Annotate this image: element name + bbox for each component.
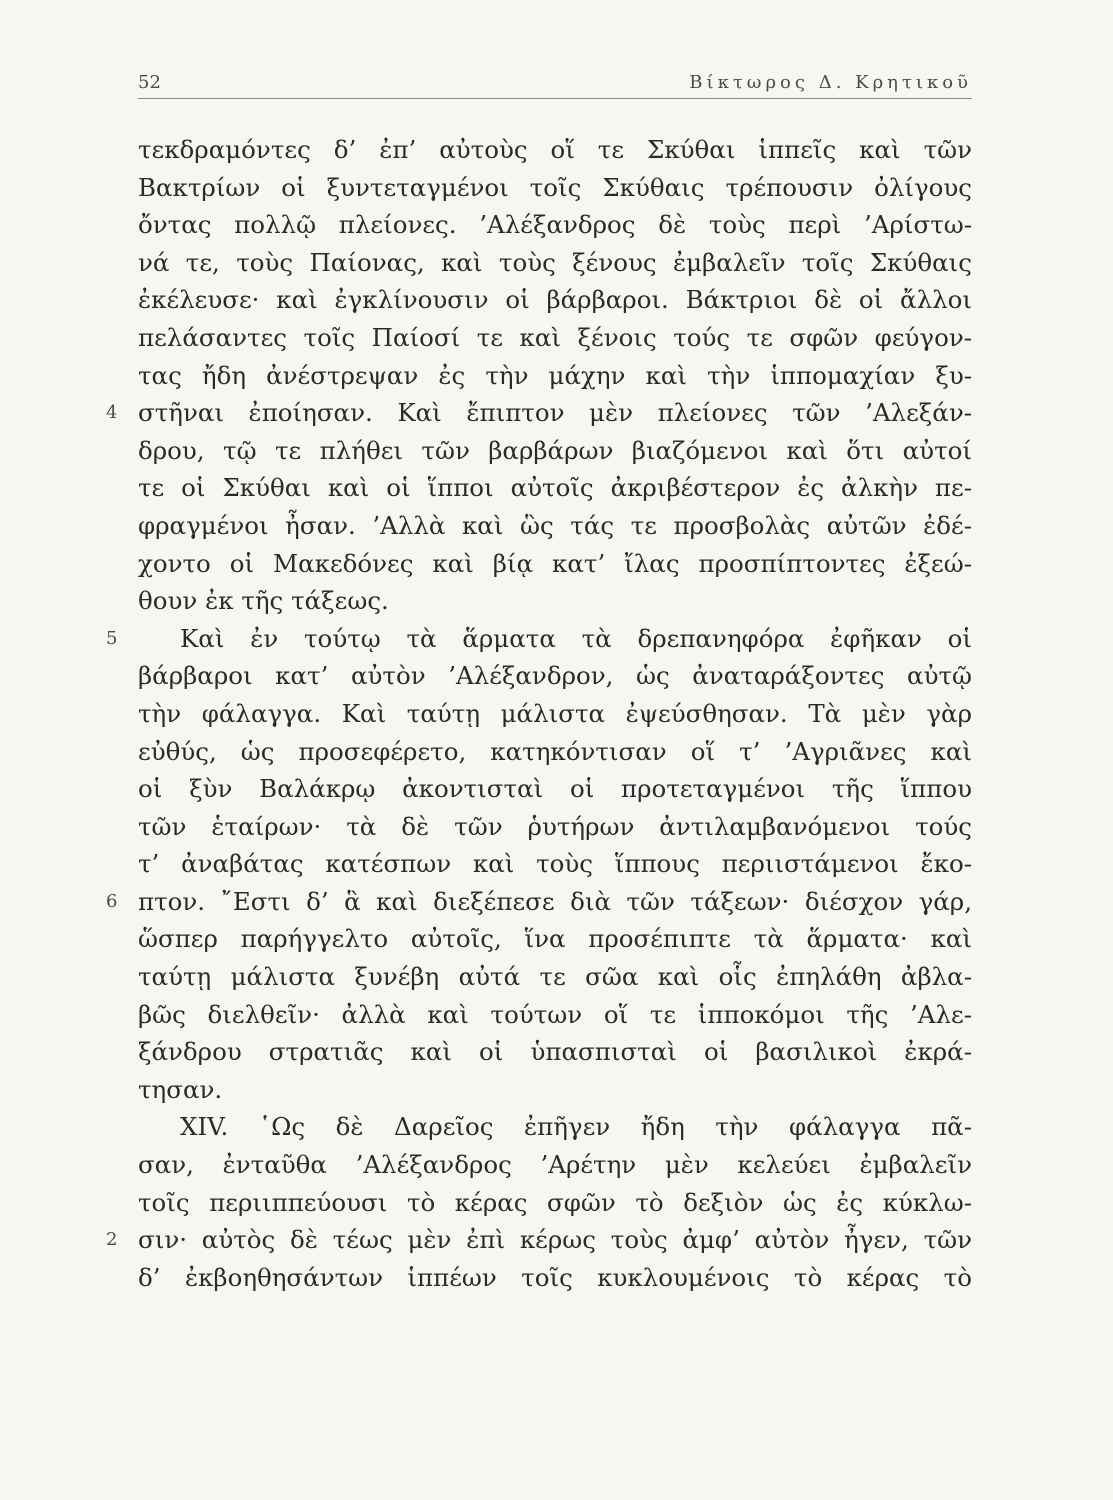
text-line <box>138 281 972 319</box>
text-line <box>138 1033 972 1071</box>
line-text: στῆναι ἐποίησαν. Καὶ ἔπιπτον μὲν πλείονες τῶν ’Αλεξάν- <box>138 398 972 428</box>
running-head: Βίκτωρος Δ. Κρητικοῦ <box>689 72 972 93</box>
text-line <box>138 733 972 771</box>
line-text: τε οἱ Σκύθαι καὶ οἱ ἵπποι αὐτοῖς ἀκριβέστερον ἐς ἀλκὴν πε- <box>138 473 972 503</box>
section-number: 6 <box>106 890 118 912</box>
line-text: τὴν φάλαγγα. Καὶ ταύτῃ μάλιστα ἐψεύσθησαν. Τὰ μὲν γὰρ <box>138 698 972 728</box>
line-text: σιν· αὐτὸς δὲ τέως μὲν ἐπὶ κέρως τοὺς ἀμφ’ αὐτὸν ἦγεν, τῶν <box>138 1225 972 1255</box>
line-text: ξάνδρου στρατιᾶς καὶ οἱ ὑπασπισταὶ οἱ βασιλικοὶ ἐκρά- <box>138 1037 972 1067</box>
text-line <box>138 545 972 583</box>
text-line <box>138 319 972 357</box>
line-text: τεκδραμόντες δ’ ἐπ’ αὐτοὺς οἵ τε Σκύθαι ἱππεῖς καὶ τῶν <box>138 135 972 164</box>
line-text: τησαν. <box>138 1074 223 1104</box>
text-line <box>138 845 972 883</box>
line-text: Καὶ ἐν τούτῳ τὰ ἅρματα τὰ δρεπανηφόρα ἐφῆκαν οἱ <box>180 623 972 653</box>
section-number: 4 <box>106 402 118 424</box>
page-header <box>138 68 972 99</box>
text-line <box>138 1146 972 1184</box>
line-text: Βακτρίων οἱ ξυντεταγμένοι τοῖς Σκύθαις τρέπουσιν ὀλίγους <box>138 172 972 202</box>
line-text: νά τε, τοὺς Παίονας, καὶ τοὺς ξένους ἐμβαλεῖν τοῖς Σκύθαις <box>138 247 972 277</box>
text-line <box>138 507 972 545</box>
line-text: εὐθύς, ὡς προσεφέρετο, κατηκόντισαν οἵ τ’ ’Αγριᾶνες καὶ <box>138 736 972 766</box>
section-number: 2 <box>106 1229 118 1251</box>
line-text: ἐκέλευσε· καὶ ἐγκλίνουσιν οἱ βάρβαροι. Βάκτριοι δὲ οἱ ἄλλοι <box>138 285 972 315</box>
line-text: δ’ ἐκβοηθησάντων ἱππέων τοῖς κυκλουμένοις τὸ κέρας τὸ <box>138 1262 972 1292</box>
line-text: πτον. ῎Εστι δ’ ἃ καὶ διεξέπεσε διὰ τῶν τάξεων· διέσχον γάρ, <box>138 886 972 916</box>
line-text: σαν, ἐνταῦθα ’Αλέξανδρος ’Αρέτην μὲν κελεύει ἐμβαλεῖν <box>138 1150 972 1180</box>
line-text: τῶν ἑταίρων· τὰ δὲ τῶν ῥυτήρων ἀντιλαμβανόμενοι τούς <box>138 811 972 841</box>
line-text: τας ἤδη ἀνέστρεψαν ἐς τὴν μάχην καὶ τὴν ἱππομαχίαν ξυ- <box>138 360 972 390</box>
text-line <box>138 169 972 207</box>
text-line <box>138 996 972 1034</box>
text-line <box>138 582 972 620</box>
text-line <box>138 1259 972 1297</box>
text-line <box>138 920 972 958</box>
text-line <box>138 244 972 282</box>
text-line <box>138 432 972 470</box>
line-text: δρου, τῷ τε πλήθει τῶν βαρβάρων βιαζόμενοι καὶ ὅτι αὐτοί <box>138 435 972 465</box>
text-line <box>138 808 972 846</box>
line-text: XIV. ῾Ως δὲ Δαρεῖος ἐπῆγεν ἤδη τὴν φάλαγγα πᾶ- <box>180 1112 972 1142</box>
text-line <box>138 357 972 395</box>
text-line <box>138 1108 972 1146</box>
text-line <box>138 469 972 507</box>
text-line <box>138 131 972 169</box>
section-number: 5 <box>106 627 118 649</box>
text-line <box>138 958 972 996</box>
text-line <box>106 620 972 658</box>
text-line <box>106 883 972 921</box>
line-text: βάρβαροι κατ’ αὐτὸν ’Αλέξανδρον, ὡς ἀναταράξοντες αὐτῷ <box>138 661 972 691</box>
text-line <box>138 770 972 808</box>
body-text <box>106 131 972 1296</box>
text-line <box>106 1221 972 1259</box>
text-line <box>138 1071 972 1109</box>
line-text: τ’ ἀναβάτας κατέσπων καὶ τοὺς ἵππους περιιστάμενοι ἔκο- <box>138 849 972 879</box>
line-text: ταύτῃ μάλιστα ξυνέβη αὐτά τε σῶα καὶ οἷς ἐπηλάθη ἀβλα- <box>138 962 972 992</box>
line-text: οἱ ξὺν Βαλάκρῳ ἀκοντισταὶ οἱ προτεταγμένοι τῆς ἵππου <box>138 774 972 804</box>
text-line <box>138 657 972 695</box>
page-number: 52 <box>138 72 161 93</box>
line-text: πελάσαντες τοῖς Παίοσί τε καὶ ξένοις τούς τε σφῶν φεύγον- <box>138 322 972 352</box>
text-line <box>106 394 972 432</box>
line-text: ὥσπερ παρήγγελτο αὐτοῖς, ἵνα προσέπιπτε τὰ ἅρματα· καὶ <box>138 924 972 954</box>
line-text: βῶς διελθεῖν· ἀλλὰ καὶ τούτων οἵ τε ἱπποκόμοι τῆς ’Αλε- <box>138 999 972 1029</box>
line-text: θουν ἐκ τῆς τάξεως. <box>138 586 389 616</box>
line-text: φραγμένοι ἦσαν. ’Αλλὰ καὶ ὣς τάς τε προσβολὰς αὐτῶν ἐδέ- <box>138 510 972 540</box>
text-line <box>138 206 972 244</box>
line-text: χοντο οἱ Μακεδόνες καὶ βίᾳ κατ’ ἴλας προσπίπτοντες ἐξεώ- <box>138 548 972 578</box>
line-text: τοῖς περιιππεύουσι τὸ κέρας σφῶν τὸ δεξιὸν ὡς ἐς κύκλω- <box>138 1187 972 1217</box>
text-line <box>138 1184 972 1222</box>
text-line <box>138 695 972 733</box>
line-text: ὄντας πολλῷ πλείονες. ’Αλέξανδρος δὲ τοὺς περὶ ’Αρίστω- <box>138 210 972 240</box>
